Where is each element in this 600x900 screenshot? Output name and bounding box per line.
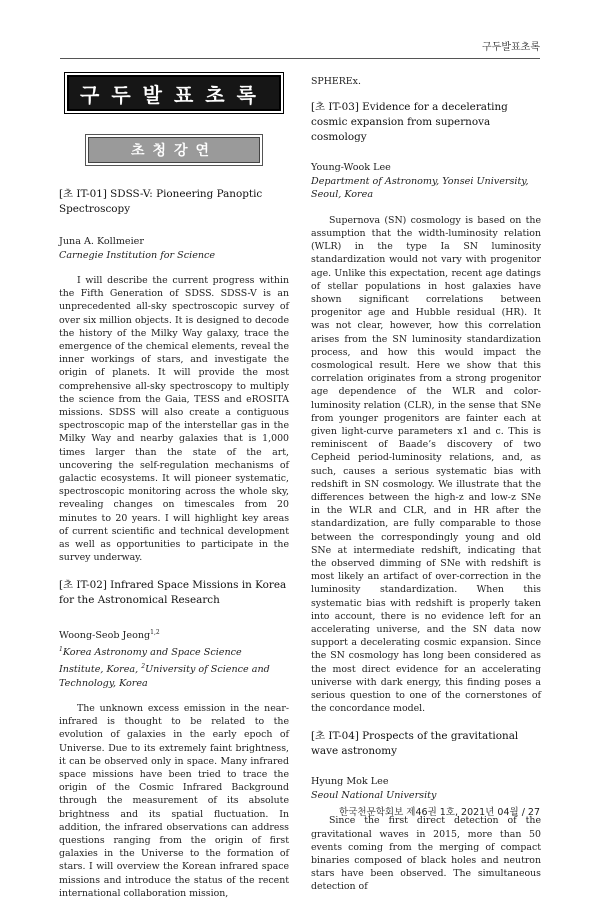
- article-author: Hyung Mok Lee: [311, 776, 389, 788]
- article-title: [초 IT-01] SDSS-V: Pioneering Panoptic Spectroscopy: [59, 188, 263, 215]
- header-rule: [60, 58, 540, 59]
- article-title: [초 IT-04] Prospects of the gravitational wave astronomy: [311, 730, 519, 758]
- article-author: Young-Wook Lee: [311, 162, 391, 174]
- affiliation-superscript: 2: [141, 662, 146, 670]
- affiliation-text: University of Science and Technology, Korea: [59, 664, 270, 689]
- left-column: [59, 75, 289, 900]
- article-it03: [311, 100, 541, 715]
- article-affiliation: Department of Astronomy, Yonsei University, Seoul, Korea: [311, 175, 529, 201]
- article-title: [초 IT-02] Infrared Space Missions in Korea for the Astronomical Research: [59, 579, 287, 607]
- article-affiliation: [59, 643, 289, 690]
- article-affiliation: Carnegie Institution for Science: [59, 249, 216, 261]
- article-body: The unknown excess emission in the near-infrared is thought to be related to the evolution of galaxies in the early epoch of Universe. Due to its extremely faint brightness, it can be observed only in space. Many infrared space missions have been tried to trace the origin of the Cosmic Infrared Background through the measurement of its absolute brightness and its spatial fluctuation. In addition, the infrared observations can address questions ranging from the origin of first galaxies in the Universe to the formation of stars. I will overview the Korean infrared space missions and introduce the status of the recent international collaboration mission,: [59, 703, 289, 899]
- author-name: Woong-Seob Jeong: [59, 630, 151, 642]
- page-footer: 한국천문학회보 제46권 1호, 2021년 04월 / 27: [339, 807, 540, 818]
- affiliation-superscript: 1: [59, 646, 63, 654]
- article-author: Juna A. Kollmeier: [59, 236, 144, 247]
- author-superscript: 1,2: [150, 629, 160, 637]
- article-affiliation: Seoul National University: [311, 789, 437, 801]
- article-title: [초 IT-03] Evidence for a decelerating cosmic expansion from supernova cosmology: [311, 101, 508, 144]
- running-header: 구두발표초록: [482, 42, 540, 53]
- article-author: [59, 626, 289, 643]
- article-it02: [59, 578, 289, 900]
- section-banner: 구두발표초록: [67, 75, 281, 111]
- article-body-continued: SPHEREx.: [311, 76, 361, 87]
- article-body: Supernova (SN) cosmology is based on the assumption that the width-luminosity relation (WLR) in the type Ia SN luminosity standardization would not vary with progenitor age. Unlike this expectation, recent age datings of stellar populations in host galaxies have shown significant correlations between progenitor age and Hubble residual (HR). It was not clear, however, how this correlation arises from the SN luminosity standardization process, and how this would impact the cosmological result. Here we show that this correlation originates from a strong progenitor age dependence of the WLR and color-luminosity relation (CLR), in the sense that SNe from younger progenitors are fainter each at given light-curve parameters x1 and c. This is reminiscent of Baade’s discovery of two Cepheid period-luminosity relations, and, as such, causes a serious systematic bias with redshift in SN cosmology. We illustrate that the differences between the high-z and low-z SNe in the WLR and CLR, and in HR after the standardization, are fully comparable to those between the correspondingly young and old SNe at intermediate redshift, indicating that the observed dimming of SNe with redshift is most likely an artifact of over-correction in the luminosity standardization. When this systematic bias with redshift is properly taken into account, there is no evidence left for an accelerating universe, and the SN data now support a decelerating cosmic expansion. Since the SN cosmology has long been considered as the most direct evidence for an accelerating universe with dark energy, this finding poses a serious question to one of the cornerstones of the concordance model.: [311, 214, 541, 715]
- right-column: [311, 75, 541, 894]
- subsection-banner: 초청강연: [88, 137, 260, 163]
- affiliation-text: Korea Astronomy and Space Science Institute, Korea,: [59, 647, 242, 676]
- article-it01: [59, 187, 289, 564]
- article-body: Since the first direct detection of the gravitational waves in 2015, more than 50 events coming from the merging of compact binaries composed of black holes and neutron stars have been observed. The simultaneous detection of: [311, 815, 541, 893]
- article-body: I will describe the current progress within the Fifth Generation of SDSS. SDSS-V is an unprecedented all-sky spectroscopic survey of over six million objects. It is designed to decode the history of the Milky Way galaxy, trace the emergence of the chemical elements, reveal the inner workings of stars, and investigate the origin of planets. It will provide the most comprehensive all-sky spectroscopy to multiply the science from the Gaia, TESS and eROSITA missions. SDSS will also create a contiguous spectroscopic map of the interstellar gas in the Milky Way and nearby galaxies that is 1,000 times larger than the state of the art, uncovering the self-regulation mechanisms of galactic ecosystems. It will pioneer systematic, spectroscopic monitoring across the whole sky, revealing changes on timescales from 20 minutes to 20 years. I will highlight key areas of current scientific and technical development as well as opportunities to participate in the survey underway.: [59, 275, 289, 564]
